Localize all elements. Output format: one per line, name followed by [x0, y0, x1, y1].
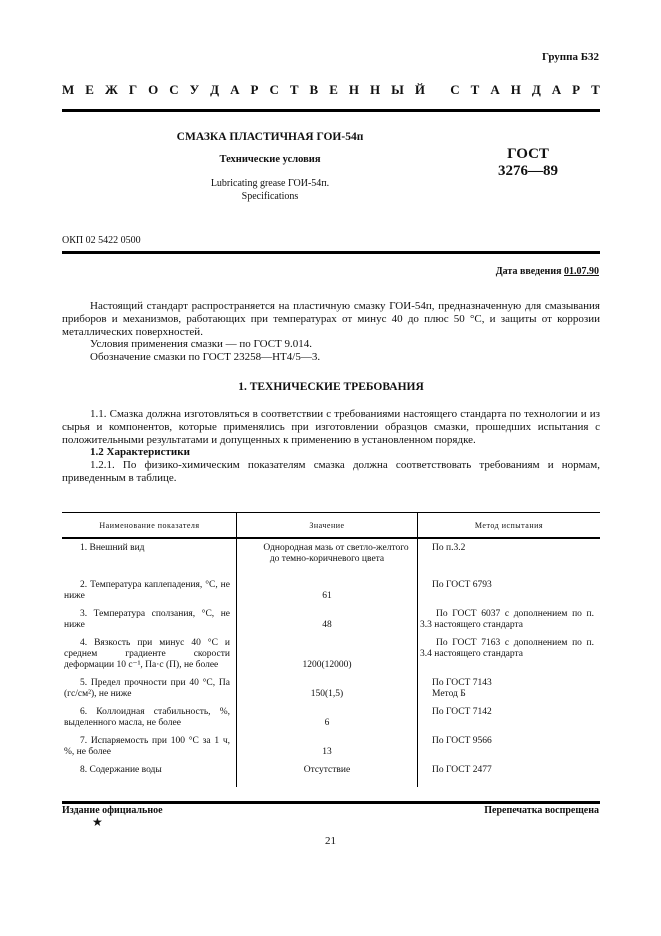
indicator-value: 61: [237, 576, 418, 605]
heading-gap: [436, 82, 439, 98]
heading-letter: У: [189, 82, 200, 97]
heading-letter: Г: [128, 82, 138, 97]
heading-letter: В: [309, 82, 319, 97]
indicator-value: Отсутствие: [237, 761, 418, 787]
indicator-name: 8. Содержание воды: [62, 761, 237, 787]
indicator-value: 6: [237, 703, 418, 732]
heading-letter: А: [551, 82, 562, 97]
indicator-name: 1. Внешний вид: [62, 538, 237, 576]
header-rule: [62, 109, 600, 112]
heading-letter: Е: [85, 82, 94, 97]
indicator-name: 7. Испаряемость при 100 °С за 1 ч, %, не более: [62, 732, 237, 761]
heading-letter: Ж: [104, 82, 118, 97]
okp-rule: [62, 251, 600, 254]
indicator-name: 4. Вязкость при минус 40 °С и среднем градиенте скорости деформации 10 с⁻¹, Па·с (П), не более: [62, 634, 237, 674]
date-value: 01.07.90: [564, 266, 599, 277]
indicator-value: Однородная мазь от светло-желтого до темно-коричневого цвета: [237, 538, 418, 576]
gost-number: 3276—89: [498, 163, 558, 179]
gost-identifier: [498, 146, 558, 180]
subsection-title: 1.2 Характеристики: [90, 446, 190, 459]
test-method: По ГОСТ 6793: [432, 580, 492, 590]
table-row: [62, 634, 600, 674]
indicator-name: 6. Коллоидная стабильность, %, выделенного масла, не более: [62, 703, 237, 732]
gost-label: ГОСТ: [507, 146, 549, 162]
english-title-line1: Lubricating grease ГОИ-54п.: [210, 178, 330, 189]
heading-letter: С: [450, 82, 460, 97]
table-row: [62, 605, 600, 634]
test-method-line1: По ГОСТ 7143: [432, 678, 492, 688]
title-block: [160, 131, 380, 203]
document-subtitle: Технические условия: [219, 154, 321, 165]
test-method: По п.3.2: [432, 543, 466, 553]
table-row: [62, 732, 600, 761]
indicator-value: 48: [237, 605, 418, 634]
table-row: [62, 703, 600, 732]
okp-code: ОКП 02 5422 0500: [62, 235, 141, 246]
group-label: Группа Б32: [542, 51, 599, 63]
column-header-name: Наименование показателя: [62, 513, 237, 539]
document-title: СМАЗКА ПЛАСТИЧНАЯ ГОИ-54п: [176, 131, 364, 143]
heading-letter: Т: [289, 82, 299, 97]
indicator-name: 2. Температура каплепадения, °С, не ниже: [62, 576, 237, 605]
indicator-value: 1200(12000): [237, 634, 418, 674]
heading-letter: С: [169, 82, 179, 97]
indicator-value: 13: [237, 732, 418, 761]
column-header-method: Метод испытания: [418, 513, 601, 539]
heading-letter: М: [62, 82, 75, 97]
heading-letter: Н: [369, 82, 381, 97]
table-row: [62, 674, 600, 703]
heading-letter: Н: [510, 82, 521, 97]
indicator-value: 150(1,5): [237, 674, 418, 703]
heading-letter: Т: [470, 82, 480, 97]
table-row: [62, 761, 600, 787]
english-title-line2: Specifications: [241, 191, 299, 202]
heading-letter: Й: [414, 82, 425, 97]
heading-letter: Н: [348, 82, 359, 97]
intro-section: [62, 300, 600, 364]
footer-rule: [62, 801, 600, 804]
test-method: [418, 674, 601, 703]
page-number: 21: [325, 835, 336, 847]
indicator-name: 3. Температура сползания, °С, не ниже: [62, 605, 237, 634]
intro-paragraph: Настоящий стандарт распространяется на пластичную смазку ГОИ-54п, предназначенную для смазывания приборов и механизмов, работающих при температурах от минус 40 до плюс 50 °С, и защиты от коррозии металлических поверхностей.: [62, 300, 600, 338]
specifications-table: [62, 512, 600, 787]
test-method-line2: Метод Б: [432, 689, 466, 699]
test-method: По ГОСТ 6037 с дополнением по п. 3.3 настоящего стандарта: [420, 609, 594, 630]
date-label: Дата введения: [495, 266, 564, 277]
intro-paragraph: Условия применения смазки — по ГОСТ 9.014.: [90, 338, 313, 351]
test-method: По ГОСТ 9566: [432, 736, 492, 746]
table-header-row: [62, 513, 600, 539]
test-method: По ГОСТ 7142: [432, 707, 492, 717]
heading-letter: С: [269, 82, 279, 97]
column-header-value: Значение: [237, 513, 418, 539]
star-icon: ★: [92, 815, 103, 829]
paragraph-1-2-1: 1.2.1. По физико-химическим показателям смазка должна соответствовать требованиям и нормам, приведенным в таблице.: [62, 459, 600, 484]
heading-letter: А: [230, 82, 240, 97]
table-row: [62, 538, 600, 576]
heading-letter: Р: [250, 82, 259, 97]
table-row: [62, 576, 600, 605]
heading-letter: А: [490, 82, 500, 97]
heading-letter: Е: [329, 82, 338, 97]
heading-letter: Т: [591, 82, 600, 97]
interstate-standard-heading: [62, 82, 600, 98]
reprint-prohibited-label: Перепечатка воспрещена: [484, 805, 599, 816]
intro-paragraph: Обозначение смазки по ГОСТ 23258—НТ4/5—3.: [90, 351, 321, 364]
official-edition-label: Издание официальное: [62, 805, 163, 816]
test-method: По ГОСТ 7163 с дополнением по п. 3.4 настоящего стандарта: [420, 638, 594, 659]
heading-letter: О: [148, 82, 159, 97]
heading-letter: Ы: [391, 82, 404, 97]
heading-letter: Д: [210, 82, 220, 97]
heading-letter: Д: [531, 82, 541, 97]
heading-letter: Р: [572, 82, 581, 97]
indicator-name: 5. Предел прочности при 40 °С, Па (гс/см²), не ниже: [62, 674, 237, 703]
test-method: По ГОСТ 2477: [432, 765, 492, 775]
introduction-date: [496, 266, 599, 277]
paragraph-1-1: 1.1. Смазка должна изготовляться в соответствии с требованиями настоящего стандарта по технологии и из сырья и компонентов, которые применялись при изготовлении образцов смазки, прошедших испытания с положительными результатами и допущенных к применению в установленном порядке.: [62, 408, 600, 446]
section1-body: [62, 408, 600, 485]
section-title: 1. ТЕХНИЧЕСКИЕ ТРЕБОВАНИЯ: [238, 381, 424, 393]
